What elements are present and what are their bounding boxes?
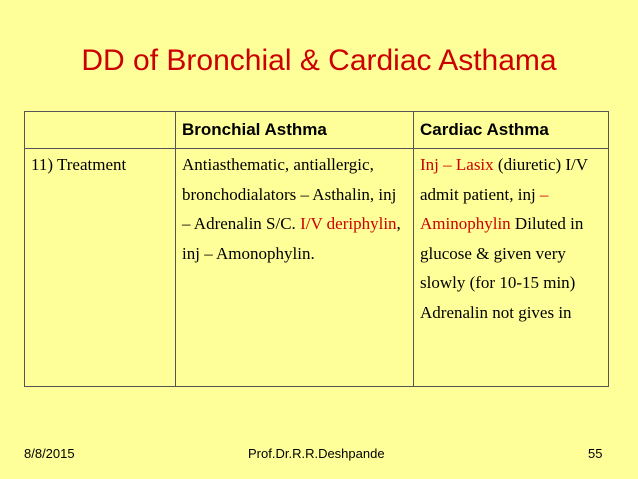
cardiac-text-1: (diuretic) I/V admit patient, inj bbox=[420, 155, 588, 204]
bronchial-text-1: Antiasthematic, antiallergic, bronchodialators – Asthalin, inj – Adrenalin S/C. bbox=[182, 155, 397, 234]
footer-page-number: 55 bbox=[588, 446, 603, 461]
header-cardiac-asthma: Cardiac Asthma bbox=[414, 112, 609, 149]
footer-date: 8/8/2015 bbox=[24, 446, 75, 461]
header-bronchial-asthma: Bronchial Asthma bbox=[176, 112, 414, 149]
cardiac-highlight-2: – Aminophylin bbox=[420, 184, 549, 234]
footer-author: Prof.Dr.R.R.Deshpande bbox=[248, 446, 385, 461]
bronchial-text-2: , inj – Amonophylin. bbox=[182, 214, 401, 263]
cell-bronchial-treatment bbox=[176, 149, 414, 387]
cardiac-text-2: Diluted in glucose & given very slowly (for 10-15 min) Adrenalin not gives in bbox=[420, 214, 584, 322]
slide-title: DD of Bronchial & Cardiac Asthama bbox=[81, 44, 557, 77]
comparison-table bbox=[24, 111, 609, 387]
table-row bbox=[25, 149, 609, 387]
cardiac-highlight-1: Inj – Lasix bbox=[420, 155, 494, 174]
cell-cardiac-treatment bbox=[414, 149, 609, 387]
header-empty bbox=[25, 112, 176, 149]
table-header-row bbox=[25, 112, 609, 149]
row-label-treatment: 11) Treatment bbox=[25, 149, 176, 387]
bronchial-highlight: I/V deriphylin bbox=[300, 214, 397, 234]
